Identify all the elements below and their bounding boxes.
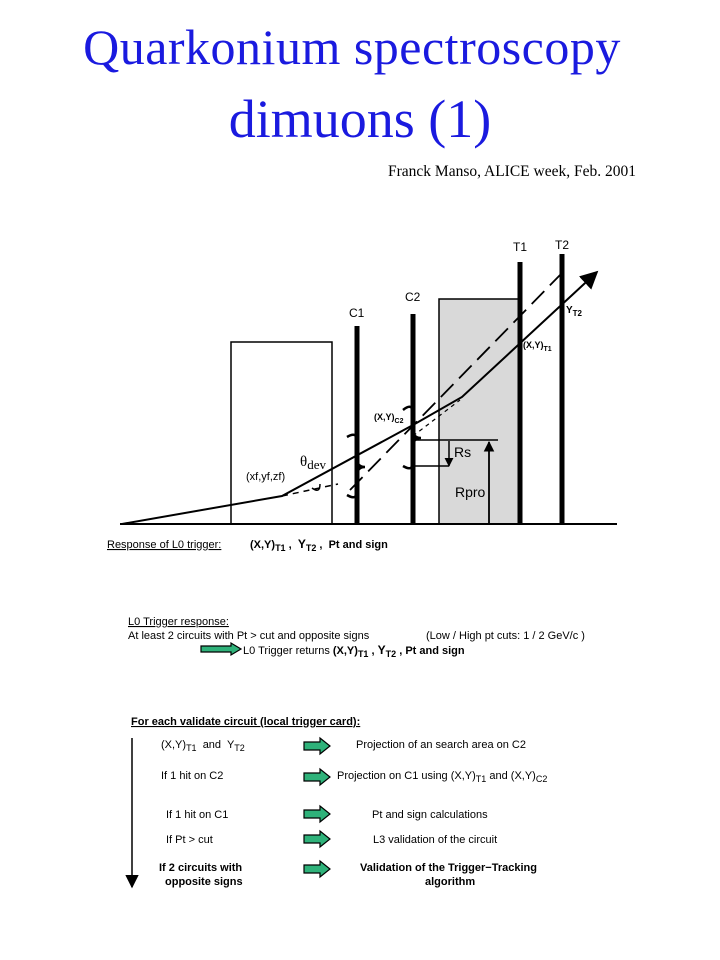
flow-heading: For each validate circuit (local trigger card): — [131, 716, 361, 728]
flow-row3-condition: If 1 hit on C1 — [166, 809, 229, 821]
flow-row4-condition: If Pt > cut — [166, 834, 213, 846]
flow-row2-condition: If 1 hit on C2 — [161, 770, 224, 782]
flow-row5-result-line1: Validation of the Trigger−Tracking — [360, 862, 537, 874]
l0-arrow-icon — [201, 643, 241, 655]
label-y-t2: $Y_{T2}$ — [566, 305, 583, 318]
flow-row1-condition: $(X,Y)_{T1}$ and $Y_{T2}$ — [161, 739, 245, 753]
label-c1: C1 — [349, 306, 365, 320]
flow-row5-condition-line2: opposite signs — [165, 876, 243, 888]
flow-row5-condition-line1: If 2 circuits with — [159, 862, 243, 874]
response-label: Response of L0 trigger: — [107, 539, 222, 551]
flow-row5-arrow-icon — [304, 861, 330, 877]
label-t1: T1 — [513, 240, 528, 254]
vertex-label: (xf,yf,zf) — [246, 471, 286, 483]
flow-row2-result: Projection on C1 using $(X,Y)_{T1}$ and $(X,Y)_{C2}$ — [337, 770, 548, 784]
l0-heading: L0 Trigger response: — [128, 616, 229, 628]
title-line-2: dimuons (1) — [228, 89, 492, 149]
flow-row2-arrow-icon — [304, 769, 330, 785]
label-c2: C2 — [405, 290, 421, 304]
l0-line1: At least 2 circuits with Pt > cut and opposite signs — [128, 630, 370, 642]
label-rs: Rs — [454, 444, 472, 460]
label-xy-c2: $(X,Y)_{C2}$ — [374, 412, 404, 425]
author-credit: Franck Manso, ALICE week, Feb. 2001 — [388, 163, 636, 180]
l0-line2: L0 Trigger returns $(X,Y)_{T1}$ , $Y_{T2}$ , Pt and sign — [243, 643, 465, 659]
flow-row1-arrow-icon — [304, 738, 330, 754]
theta-symbol: θdev — [300, 454, 326, 472]
title-line-1: Quarkonium spectroscopy — [83, 19, 621, 75]
response-value: $(X,Y)_{T1}$ , $Y_{T2}$ , Pt and sign — [250, 537, 388, 553]
flow-row3-arrow-icon — [304, 806, 330, 822]
label-xy-t1: $(X,Y)_{T1}$ — [523, 340, 552, 353]
label-t2: T2 — [555, 238, 570, 252]
flow-row1-result: Projection of an search area on C2 — [356, 739, 526, 751]
flow-row4-result: L3 validation of the circuit — [373, 834, 498, 846]
flow-row5-result-line2: algorithm — [425, 876, 476, 888]
label-rpro: Rpro — [455, 484, 486, 500]
flow-row3-result: Pt and sign calculations — [372, 809, 488, 821]
flow-row4-arrow-icon — [304, 831, 330, 847]
l0-line1-note: (Low / High pt cuts: 1 / 2 GeV/c ) — [426, 630, 585, 642]
